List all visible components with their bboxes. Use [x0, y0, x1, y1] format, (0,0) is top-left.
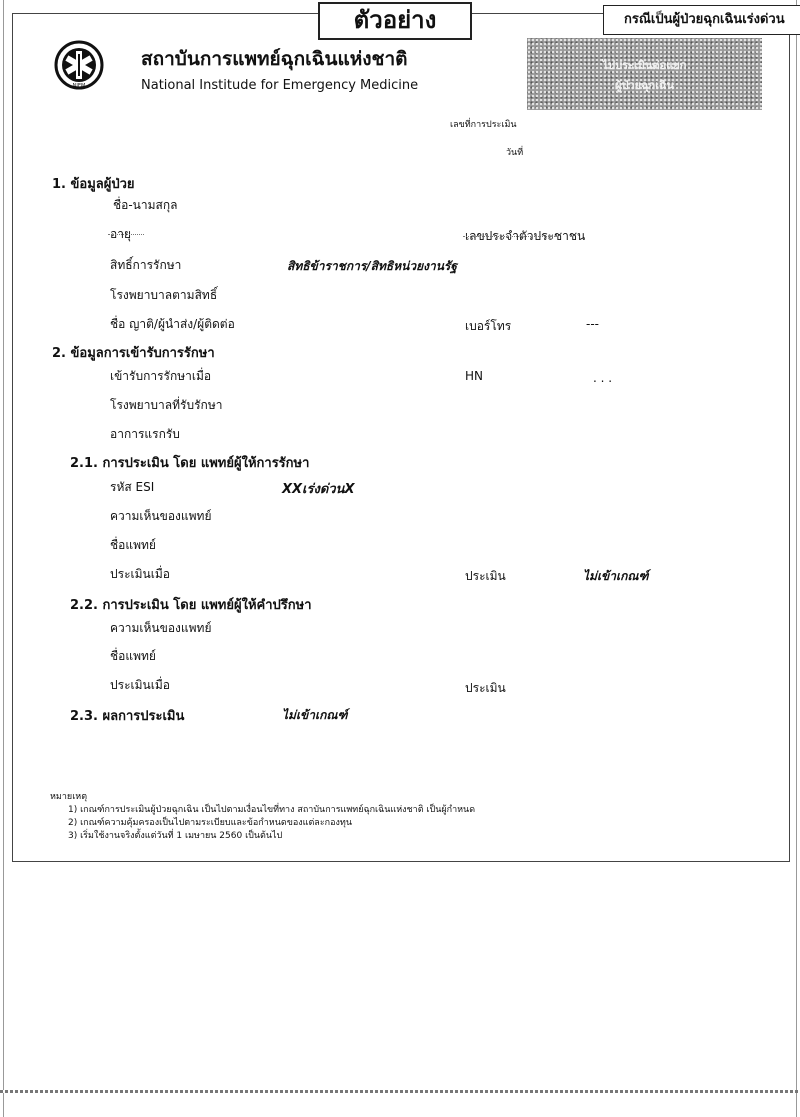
gray-stamp-line2: ผู้ป่วยฉุกเฉิน [615, 79, 674, 92]
rights-label: สิทธิ์การรักษา [110, 258, 182, 272]
note-item-3: 3) เริ่มใช้งานจริงตั้งแต่วันที่ 1 เมษายน 2560 เป็นต้นไป [68, 831, 283, 841]
phone-label: เบอร์โทร [465, 319, 512, 333]
esi-value: XXเร่งด่วนX [282, 482, 355, 497]
sample-stamp: ตัวอย่าง [318, 2, 472, 40]
gray-stamp-line1: ไปประเมินต่อแยก [602, 59, 687, 72]
assess-label-22: ประเมิน [465, 681, 506, 695]
logo-text: NIEM [72, 83, 86, 89]
rights-value: สิทธิข้าราชการ/สิทธิหน่วยงานรัฐ [287, 259, 457, 273]
section-22-title: 2.2. การประเมิน โดย แพทย์ผู้ให้คำปรึกษา [70, 598, 312, 613]
section-1-title: 1. ข้อมูลผู้ป่วย [52, 177, 135, 192]
phone-value: --- [586, 317, 599, 331]
hn-label: HN [465, 369, 483, 383]
scan-bottom-edge [0, 1090, 800, 1093]
name-label: ชื่อ-นามสกุล [113, 198, 178, 212]
assessment-no-label: เลขที่การประเมิน [450, 120, 517, 130]
age-label: อายุ [110, 227, 131, 241]
contact-label: ชื่อ ญาติ/ผู้นำส่ง/ผู้ติดต่อ [110, 317, 235, 331]
doctor-label-22: ชื่อแพทย์ [110, 649, 156, 663]
hn-value: . . . [593, 371, 613, 385]
org-name-en: National Institude for Emergency Medicine [141, 78, 419, 93]
scan-edge-left [3, 0, 4, 1117]
section-2-title: 2. ข้อมูลการเข้ารับการรักษา [52, 346, 215, 361]
assess-label-21: ประเมิน [465, 569, 506, 583]
assessed-at-label-21: ประเมินเมื่อ [110, 567, 170, 581]
opinion-label-21: ความเห็นของแพทย์ [110, 509, 212, 523]
age-strike [108, 234, 144, 235]
org-name-th: สถาบันการแพทย์ฉุกเฉินแห่งชาติ [141, 48, 408, 70]
case-type-label: กรณีเป็นผู้ป่วยฉุกเฉินเร่งด่วน [603, 5, 800, 35]
assessed-at-label-22: ประเมินเมื่อ [110, 678, 170, 692]
symptoms-label: อาการแรกรับ [110, 427, 180, 441]
section-21-title: 2.1. การประเมิน โดย แพทย์ผู้ให้การรักษา [70, 456, 310, 471]
opinion-label-22: ความเห็นของแพทย์ [110, 621, 212, 635]
scan-edge-right [796, 0, 797, 1117]
result-value: ไม่เข้าเกณฑ์ [282, 708, 348, 722]
id-number-label: เลขประจำตัวประชาชน [465, 229, 586, 243]
note-item-1: 1) เกณฑ์การประเมินผู้ป่วยฉุกเฉิน เป็นไปตามเงื่อนไขที่ทาง สถาบันการแพทย์ฉุกเฉินแห่งชาติ เป็นผู้กำหนด [68, 805, 476, 815]
section-23-title: 2.3. ผลการประเมิน [70, 709, 185, 724]
note-item-2: 2) เกณฑ์ความคุ้มครองเป็นไปตามระเบียบและข้อกำหนดของแต่ละกองทุน [68, 818, 352, 828]
assess-value-21: ไม่เข้าเกณฑ์ [583, 569, 649, 583]
notes-heading: หมายเหตุ [50, 792, 88, 802]
hospital-label: โรงพยาบาลที่รับรักษา [110, 398, 223, 412]
hospital-rights-label: โรงพยาบาลตามสิทธิ์ [110, 288, 218, 302]
niem-logo [54, 40, 104, 90]
gray-stamp [527, 38, 762, 110]
id-strike [463, 236, 555, 237]
esi-label: รหัส ESI [110, 480, 155, 494]
date-label: วันที่ [506, 148, 524, 158]
admitted-label: เข้ารับการรักษาเมื่อ [110, 369, 212, 383]
doctor-label-21: ชื่อแพทย์ [110, 538, 156, 552]
